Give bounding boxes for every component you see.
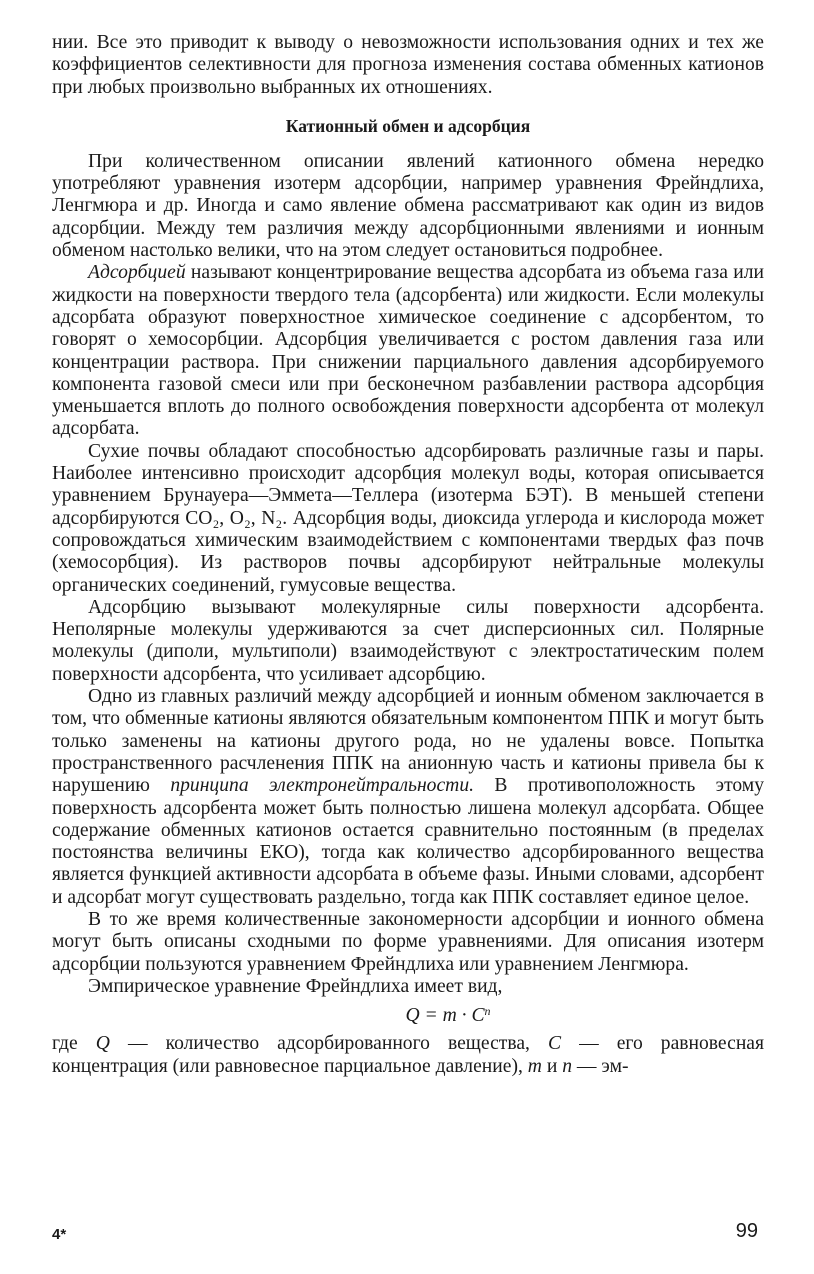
signature-mark: 4*	[52, 1226, 67, 1243]
symbol-c: C	[547, 1033, 562, 1055]
paragraph-5-text-b: В противоположность этому поверхность адсорбента может быть полностью лишена молекул адсорбата. Общее содержание обменных катионов остается сравнительно постоянным (в пределах постоянства величины ЕКО), тогда как количество адсорбированного вещества является функцией активности адсорбата в объеме фазы. Иными словами, адсорбент и адсорбат могут существовать раздельно, тогда как ППК составляет единое целое.	[52, 775, 764, 908]
formula-base: Q = m · C	[405, 1005, 485, 1027]
paragraph-4: Адсорбцию вызывают молекулярные силы поверхности адсорбента. Неполярные молекулы удерживаются за счет дисперсионных сил. Полярные молекулы (диполи, мультиполи) взаимодействуют с электростатическим полем поверхности адсорбента, что усиливает адсорбцию.	[52, 596, 764, 685]
definition-prefix: где	[52, 1033, 96, 1055]
symbol-m: m	[527, 1055, 542, 1077]
paragraph-2	[52, 262, 764, 440]
section-title: Катионный обмен и адсорбция	[285, 115, 531, 136]
paragraph-5-text-a: Одно из главных различий между адсорбцией и ионным обменом заключается в том, что обменные катионы являются обязательным компонентом ППК и могут быть только заменены на катионы другого рода, но не удалены вовсе. Попытка пространственного расчленения ППК на анионную часть и катионы привела бы к нарушению	[52, 686, 764, 797]
page-number: 99	[735, 1220, 758, 1242]
definition-tail: — эм-	[572, 1055, 629, 1077]
definition-paragraph	[52, 1033, 764, 1078]
paragraph-7: Эмпирическое уравнение Фрейндлиха имеет вид,	[88, 975, 503, 997]
page-footer	[52, 1220, 764, 1248]
paragraph-2-text: называют концентрирование вещества адсорбата из объема газа или жидкости на поверхности твердого тела (адсорбента) или жидкости. Если молекулы адсорбата образуют поверхностное химическое соединение с адсорбентом, то говорят о хемосорбции. Адсорбция увеличивается с ростом давления газа или концентрации раствора. При снижении парциального давления адсорбируемого компонента газовой смеси или при бесконечном разбавлении раствора адсорбция уменьшается вплоть до полного освобождения поверхности адсорбента от молекул адсорбата.	[52, 262, 764, 440]
paragraph-1: При количественном описании явлений катионного обмена нередко употребляют уравнения изотерм адсорбции, например уравнения Фрейндлиха, Ленгмюра и др. Иногда и само явление обмена рассматривают как один из видов адсорбции. Между тем различия между адсорбционными явлениями и ионным обменом настолько велики, что на этом следует остановиться подробнее.	[52, 150, 764, 262]
term-adsorption: Адсорбцией	[88, 262, 186, 284]
symbol-n: n	[562, 1055, 573, 1077]
paragraph-5	[52, 686, 764, 909]
definition-q-text: — количество адсорбированного вещества,	[109, 1033, 548, 1055]
paragraph-3: Сухие почвы обладают способностью адсорбировать различные газы и пары. Наиболее интенсивно происходит адсорбция молекул воды, которая описывается уравнением Брунауера—Эммета—Теллера (изотерма БЭТ). В меньшей степени адсорбируются CO₂, O₂, N₂. Адсорбция воды, диоксида углерода и кислорода может сопровождаться химическим взаимодействием с компонентами твердых фаз почв (хемосорбция). Из растворов почвы адсорбируют нейтральные молекулы органических соединений, гумусовые вещества.	[52, 440, 764, 596]
definition-c-text: — его равновесная концентрация (или равновесное парциальное давление),	[52, 1033, 765, 1077]
definition-and-text: и	[541, 1055, 563, 1077]
intro-paragraph: нии. Все это приводит к выводу о невозможности использования одних и тех же коэффициентов селективности для прогноза изменения состава обменных катионов при любых произвольно выбранных их отношениях.	[52, 32, 764, 98]
formula-exponent: n	[484, 1004, 491, 1019]
symbol-q: Q	[95, 1033, 110, 1055]
paragraph-6: В то же время количественные закономерности адсорбции и ионного обмена могут быть описаны сходными по форме уравнениями. Для описания изотерм адсорбции пользуются уравнением Фрейндлиха или уравнением Ленгмюра.	[52, 908, 764, 975]
term-electroneutrality: принципа электронейтральности.	[170, 775, 475, 797]
freundlich-formula	[132, 1000, 764, 1027]
